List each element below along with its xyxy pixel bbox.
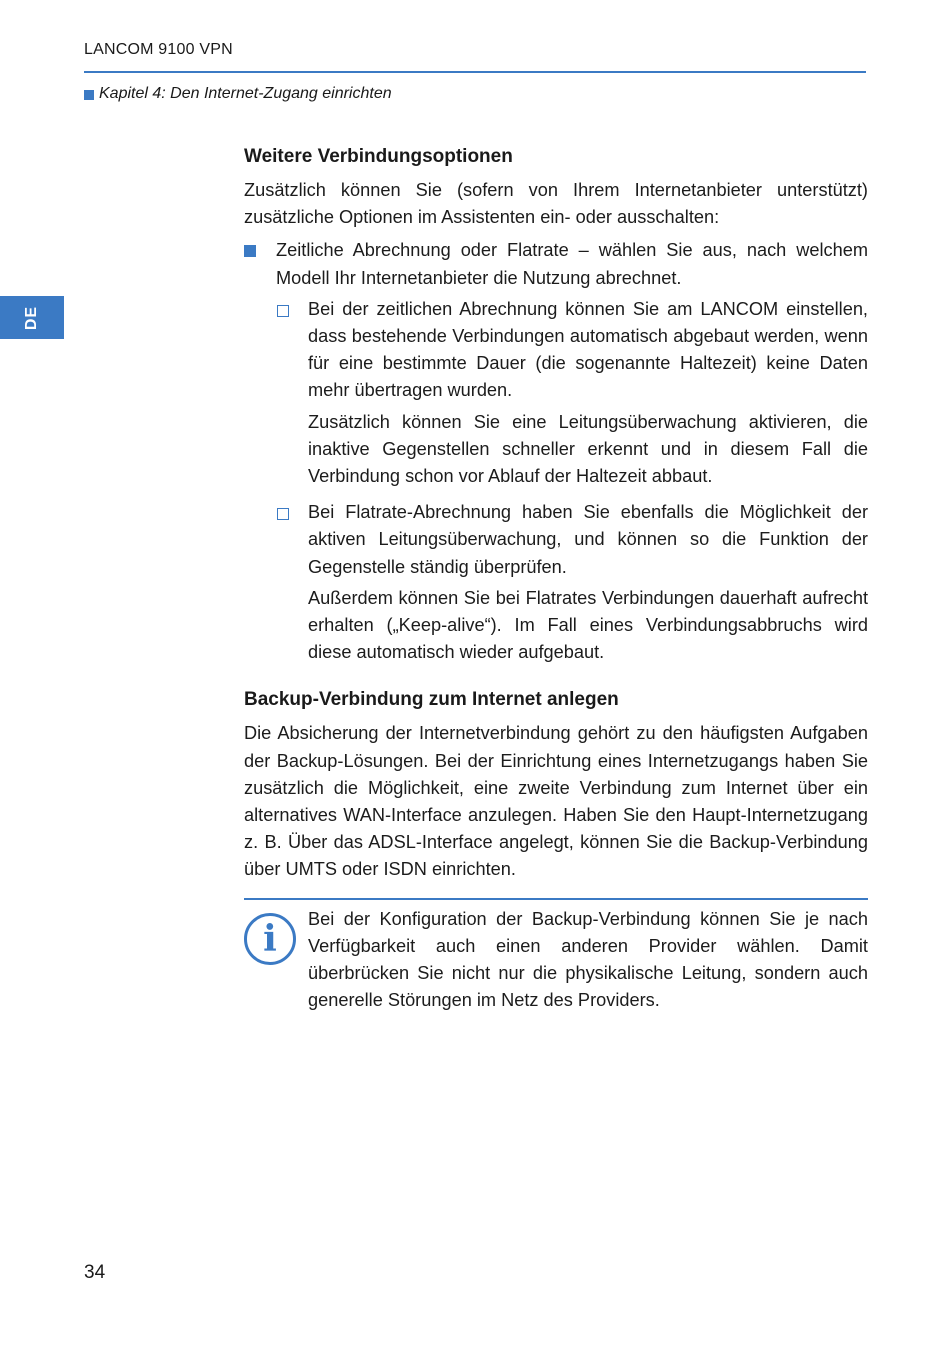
sub-list-item [244, 499, 868, 581]
info-note-text: Bei der Konfiguration der Backup-Verbindung können Sie je nach Verfügbarkeit auch einen anderen Provider wählen. Damit überbrücken Sie nicht nur die physikalische Leitung, sondern auch generelle Störungen im Netz des Providers. [308, 908, 868, 1011]
language-tab-label: DE [22, 305, 40, 330]
bullet-square-icon [244, 245, 256, 257]
sub-item-text: Bei der zeitlichen Abrechnung können Sie am LANCOM einstellen, dass bestehende Verbindungen automatisch abgebaut werden, wenn für eine bestimmte Dauer (die sogenannte Haltezeit) keine Daten mehr übertragen wurden. [308, 298, 868, 401]
header-divider [84, 71, 866, 73]
section-heading-connection-options: Weitere Verbindungsoptionen [244, 146, 513, 167]
main-content [244, 143, 868, 1014]
section-intro-paragraph: Zusätzlich können Sie (sofern von Ihrem Internetanbieter unterstützt) zusätzliche Optionen im Assistenten ein- oder ausschalten: [244, 180, 868, 228]
sub-item-continuation: Außerdem können Sie bei Flatrates Verbindungen dauerhaft aufrecht erhalten („Keep-alive“). Im Fall eines Verbindungsabbruchs wird diese automatisch wieder aufgebaut. [308, 587, 868, 663]
checkbox-outline-icon [277, 305, 289, 317]
language-tab [0, 296, 64, 339]
bullet-item [244, 237, 868, 291]
header-product-name: LANCOM 9100 VPN [84, 41, 233, 58]
info-note [244, 898, 868, 1015]
section-heading-backup-connection: Backup-Verbindung zum Internet anlegen [244, 689, 619, 711]
chapter-square-icon [84, 90, 94, 100]
info-icon: i [244, 913, 296, 965]
sub-list-item [244, 296, 868, 405]
checkbox-outline-icon [277, 508, 289, 520]
sub-item-text: Bei Flatrate-Abrechnung haben Sie ebenfalls die Möglichkeit der aktiven Leitungsüberwachung, und können so die Funktion der Gegenstelle ständig überprüfen. [308, 502, 868, 577]
chapter-title: Kapitel 4: Den Internet-Zugang einrichten [99, 85, 392, 102]
page-number: 34 [84, 1262, 106, 1283]
section-body-paragraph: Die Absicherung der Internetverbindung gehört zu den häufigsten Aufgaben der Backup-Lösungen. Bei der Einrichtung eines Internetzugangs haben Sie zusätzlich die Möglichkeit, eine zweite Verbindung zum Internet über ein alternatives WAN-Interface anzulegen. Haben Sie den Haupt-Internetzugang z. B. Über das ADSL-Interface angelegt, können Sie die Backup-Verbindung über UMTS oder ISDN einrichten. [244, 723, 868, 880]
bullet-text: Zeitliche Abrechnung oder Flatrate – wählen Sie aus, nach welchem Modell Ihr Internetanbieter die Nutzung abrechnet. [276, 240, 868, 288]
chapter-breadcrumb [84, 85, 392, 103]
sub-item-continuation: Zusätzlich können Sie eine Leitungsüberwachung aktivieren, die inaktive Gegenstellen schneller erkennt und in diesem Fall die Verbindung schon vor Ablauf der Haltezeit abbaut. [308, 411, 868, 487]
